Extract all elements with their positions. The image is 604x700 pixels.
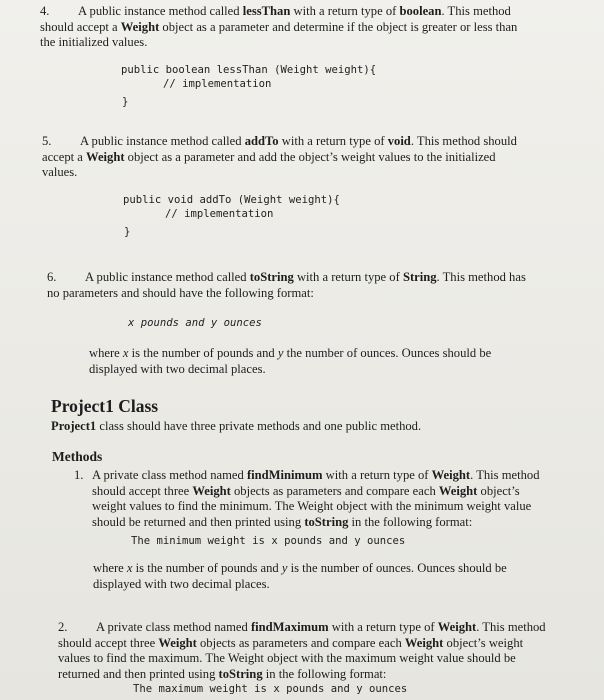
- where-line-1: where x is the number of pounds and y is the number of ounces. Ounces should be: [93, 561, 507, 575]
- method-1-line-3: weight values to find the minimum. The Weight object with the minimum weight value: [92, 499, 532, 513]
- method-1-format: The minimum weight is x pounds and y ounces: [131, 535, 406, 547]
- code-line: public boolean lessThan (Weight weight){: [121, 64, 377, 76]
- item-5-line-3: values.: [42, 165, 78, 179]
- method-1-line-4: should be returned and then printed using toString in the following format:: [92, 514, 473, 529]
- method-1-line-1: 1. A private class method named findMinimum with a return type of Weight. This method: [74, 468, 540, 482]
- where-line-2: displayed with two decimal places.: [89, 361, 266, 376]
- item-4-line-2: should accept a Weight object as a parameter and determine if the object is greater or less than: [40, 19, 518, 34]
- item-4: [40, 4, 560, 51]
- where-line-1: where x is the number of pounds and y the number of ounces. Ounces should be: [89, 346, 492, 360]
- item-4-code: [121, 63, 376, 109]
- code-line: // implementation: [165, 208, 274, 220]
- method-2-line-3: values to find the maximum. The Weight object with the maximum weight value should be: [58, 651, 516, 665]
- method-2-line-2: should accept three Weight objects as parameters and compare each Weight object’s weight: [58, 635, 524, 650]
- method-1-line-2: should accept three Weight objects as parameters and compare each Weight object’s: [92, 483, 520, 498]
- method-2-format: The maximum weight is x pounds and y ounces: [133, 683, 408, 695]
- method-2-line-4: returned and then printed using toString in the following format:: [58, 666, 387, 681]
- project-intro: Project1 class should have three private methods and one public method.: [51, 419, 422, 433]
- project-heading: Project1 Class: [51, 396, 159, 416]
- code-line: }: [122, 96, 129, 108]
- method-1: [74, 468, 574, 530]
- item-6-line-2: no parameters and should have the following format:: [47, 285, 314, 300]
- method-2-line-1: 2. A private class method named findMaximum with a return type of Weight. This method: [58, 620, 546, 634]
- item-5: [42, 134, 562, 181]
- item-5-code: [123, 193, 340, 239]
- item-4-line-1: 4. A public instance method called lessThan with a return type of boolean. This method: [40, 4, 511, 18]
- item-6-where: [89, 346, 559, 377]
- where-line-2: displayed with two decimal places.: [93, 576, 270, 591]
- code-line: }: [124, 226, 131, 238]
- method-1-where: [93, 561, 573, 592]
- item-6-format: x pounds and y ounces: [128, 317, 262, 329]
- item-5-line-2: accept a Weight object as a parameter and add the object’s weight values to the initialized: [42, 149, 496, 164]
- item-4-line-3: the initialized values.: [40, 35, 148, 49]
- item-6: [47, 270, 567, 301]
- methods-heading: Methods: [52, 449, 103, 464]
- item-6-line-1: 6. A public instance method called toString with a return type of String. This method has: [47, 270, 526, 284]
- item-5-line-1: 5. A public instance method called addTo with a return type of void. This method should: [42, 134, 517, 148]
- code-line: // implementation: [163, 78, 272, 90]
- method-2: [58, 620, 578, 682]
- code-line: public void addTo (Weight weight){: [123, 194, 340, 206]
